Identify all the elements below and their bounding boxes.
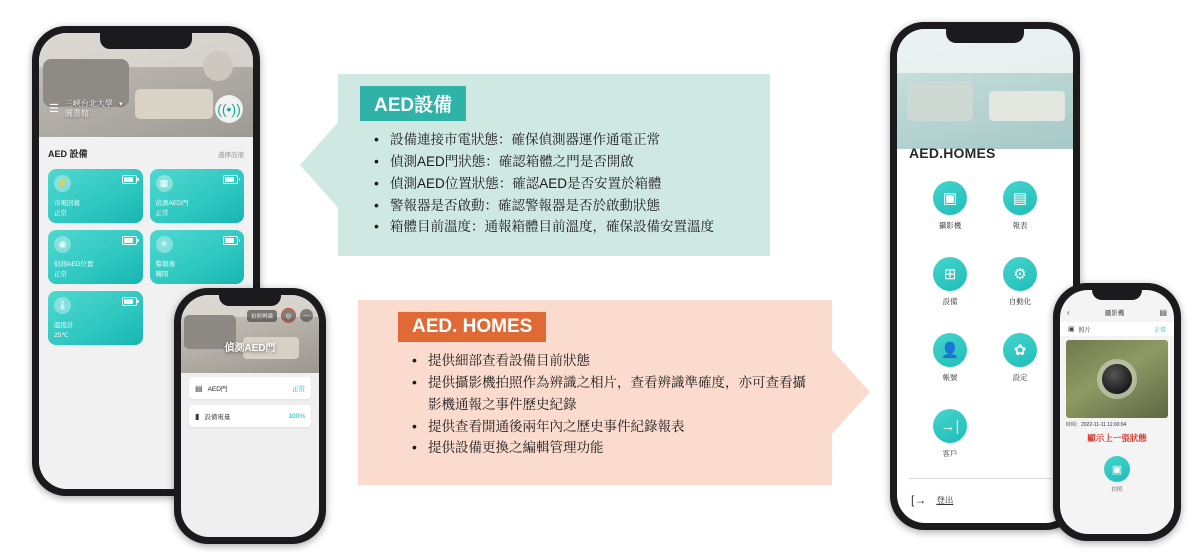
list-item: • 警報器是否啟動：確認警報器是否於啟動狀態 bbox=[390, 195, 754, 217]
callout-panel bbox=[358, 300, 832, 485]
menu-item-label: 報表 bbox=[1012, 221, 1028, 230]
menu-item-label: 設定 bbox=[1012, 373, 1028, 382]
alarm-icon: ☀ bbox=[156, 236, 173, 253]
photo-icon: ▣ bbox=[1068, 326, 1075, 333]
position-icon: ◉ bbox=[54, 236, 71, 253]
phone-screen-aed-door bbox=[181, 295, 319, 537]
door-icon: ▦ bbox=[156, 175, 173, 192]
tile-label: 溫度計 bbox=[54, 322, 74, 329]
shutter-button[interactable]: ▣ bbox=[1104, 456, 1130, 482]
camera-photo-row[interactable] bbox=[1060, 322, 1174, 336]
menu-divider bbox=[909, 478, 1061, 479]
device-tile-thermometer[interactable] bbox=[48, 291, 143, 345]
page-title: 攝影機 bbox=[1104, 309, 1125, 317]
phone-notch bbox=[946, 29, 1024, 43]
dashboard-top-bar bbox=[39, 87, 253, 131]
device-section-title: AED 設備 bbox=[48, 149, 88, 159]
callout-arrow-left bbox=[300, 120, 340, 210]
list-item[interactable] bbox=[189, 405, 311, 427]
callout-aed-homes bbox=[330, 300, 870, 485]
list-item: • 設備連接市電狀態：確保偵測器運作通電正常 bbox=[390, 129, 754, 151]
hero-lamp-shape bbox=[203, 51, 233, 81]
battery-icon bbox=[223, 236, 238, 245]
device-section-header bbox=[48, 147, 244, 160]
list-item: • 提供細部查看設備目前狀態 bbox=[428, 350, 816, 372]
list-item: • 提供攝影機拍照作為辨識之相片，查看辨識準確度，亦可查看攝影機通報之事件歷史紀錄 bbox=[428, 372, 816, 416]
battery-icon bbox=[122, 175, 137, 184]
phone-notch bbox=[100, 33, 192, 49]
menu-item-camera[interactable] bbox=[923, 181, 977, 243]
hero-chair-shape bbox=[907, 81, 973, 121]
list-item: • 偵測AED門狀態：確認箱體之門是否開啟 bbox=[390, 151, 754, 173]
tile-value: 25℃ bbox=[54, 332, 69, 339]
menu-item-customer[interactable] bbox=[923, 409, 977, 471]
lens-shape bbox=[1102, 364, 1132, 394]
callout-aed-device bbox=[300, 74, 770, 256]
camera-icon[interactable]: ◎ bbox=[282, 309, 295, 322]
callout-title: AED設備 bbox=[360, 86, 466, 121]
wifi-signal-icon[interactable]: ((•)) bbox=[215, 95, 243, 123]
status-badge: 正常 bbox=[1153, 327, 1166, 334]
phone-notch bbox=[219, 295, 281, 306]
menu-item-label: 客戶 bbox=[942, 449, 958, 458]
tile-value: 正常 bbox=[155, 210, 169, 217]
callout-bullet-list bbox=[398, 350, 816, 459]
phone-notch bbox=[1092, 290, 1142, 300]
phone-mockup-aed-door-detail bbox=[174, 288, 326, 544]
menu-item-device[interactable] bbox=[923, 257, 977, 319]
list-item: • 提供設備更換之編輯管理功能 bbox=[428, 437, 816, 459]
customer-icon: →| bbox=[933, 409, 967, 443]
app-brand-title: AED.HOMES bbox=[909, 145, 996, 161]
phone-mockup-main-menu bbox=[890, 22, 1080, 530]
battery-icon bbox=[122, 236, 137, 245]
gear-icon: ✿ bbox=[1003, 333, 1037, 367]
device-tile-aed-position[interactable] bbox=[48, 230, 143, 284]
photo-timestamp: 時間：2022-11-11 11:00:04 bbox=[1066, 422, 1127, 428]
door-detail-status-list bbox=[181, 377, 319, 433]
phone-screen-main-menu bbox=[897, 29, 1073, 523]
callout-bullet-list bbox=[360, 129, 754, 238]
user-icon: 👤 bbox=[933, 333, 967, 367]
location-name-line2: 圖書館 bbox=[64, 109, 89, 119]
battery-icon bbox=[122, 297, 137, 306]
tile-label: 市電回報 bbox=[54, 200, 80, 207]
thermometer-icon: 🌡 bbox=[54, 297, 71, 314]
report-icon: ▤ bbox=[1003, 181, 1037, 215]
device-icon: ⊞ bbox=[933, 257, 967, 291]
callout-arrow-right bbox=[830, 348, 870, 436]
row-value: 正常 bbox=[292, 385, 305, 393]
callout-title: AED. HOMES bbox=[398, 312, 546, 342]
list-item: • 箱體目前溫度：通報箱體目前溫度，確保設備安置溫度 bbox=[390, 216, 754, 238]
chevron-down-icon[interactable]: ▾ bbox=[119, 100, 123, 108]
list-item: • 提供查看開通後兩年內之歷史事件紀錄報表 bbox=[428, 416, 816, 438]
previous-state-hint: 顯示上一張狀態 bbox=[1087, 433, 1147, 443]
tile-value: 正常 bbox=[54, 271, 67, 278]
tile-label: 偵測AED門 bbox=[155, 200, 189, 207]
shutter-label: 拍照 bbox=[1111, 487, 1123, 493]
device-tile-alarm[interactable] bbox=[150, 230, 245, 284]
menu-item-label: 攝影機 bbox=[938, 221, 962, 230]
camera-preview-image[interactable] bbox=[1066, 340, 1168, 418]
menu-item-report[interactable] bbox=[993, 181, 1047, 243]
door-detail-title: 偵測AED門 bbox=[224, 343, 276, 354]
device-tile-mains-power[interactable] bbox=[48, 169, 143, 223]
door-icon: ▤ bbox=[195, 383, 203, 393]
callout-panel bbox=[338, 74, 770, 256]
menu-item-settings[interactable] bbox=[993, 333, 1047, 395]
menu-item-account[interactable] bbox=[923, 333, 977, 395]
more-options-icon[interactable]: ⋯ bbox=[300, 309, 313, 322]
camera-icon: ▣ bbox=[933, 181, 967, 215]
menu-item-label: 自動化 bbox=[1008, 297, 1032, 306]
battery-icon bbox=[223, 175, 238, 184]
row-label: AED門 bbox=[207, 385, 228, 393]
calendar-icon[interactable]: ▤ bbox=[1159, 307, 1167, 317]
menu-hero-image bbox=[897, 29, 1073, 149]
power-icon: ⚡ bbox=[54, 175, 71, 192]
menu-item-label: 帳號 bbox=[942, 373, 958, 382]
hero-table-shape bbox=[989, 91, 1065, 121]
list-item: • 偵測AED位置狀態：確認AED是否安置於箱體 bbox=[390, 173, 754, 195]
logout-button[interactable] bbox=[911, 493, 953, 507]
automation-icon: ⚙ bbox=[1003, 257, 1037, 291]
row-label: 設備電量 bbox=[204, 413, 231, 421]
logout-label: 登出 bbox=[936, 495, 954, 505]
device-tile-aed-door[interactable] bbox=[150, 169, 245, 223]
tile-value: 正常 bbox=[54, 210, 67, 217]
tile-value: 關閉 bbox=[155, 271, 169, 278]
door-detail-toolbar bbox=[247, 309, 313, 322]
main-menu-grid bbox=[897, 169, 1073, 471]
logout-icon: [→ bbox=[911, 493, 927, 507]
select-device-link[interactable]: 選擇設備 bbox=[218, 152, 244, 159]
door-detail-hero-image bbox=[181, 295, 319, 373]
camera-nav-bar bbox=[1060, 304, 1174, 320]
phone-mockup-camera-detail bbox=[1053, 283, 1181, 541]
menu-item-label: 設備 bbox=[942, 297, 958, 306]
tile-label: 警報器 bbox=[155, 261, 175, 268]
menu-item-automation[interactable] bbox=[993, 257, 1047, 319]
photo-recognition-chip[interactable]: 拍照辨識 bbox=[247, 310, 277, 322]
row-value: 100% bbox=[288, 412, 305, 420]
list-item[interactable] bbox=[189, 377, 311, 399]
tile-label: 偵測AED位置 bbox=[54, 261, 94, 268]
hamburger-menu-icon[interactable]: ☰ bbox=[49, 102, 59, 115]
phone-screen-camera bbox=[1060, 290, 1174, 534]
back-icon[interactable]: ‹ bbox=[1067, 307, 1070, 317]
battery-icon: ▮ bbox=[195, 411, 200, 421]
photo-label: 照片 bbox=[1078, 327, 1091, 334]
location-name-line1: 三峽台北大學 bbox=[64, 98, 113, 108]
